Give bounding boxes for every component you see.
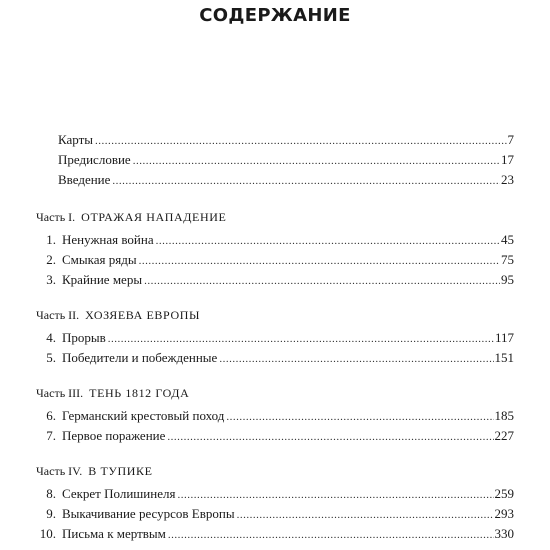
part-title: ТЕНЬ 1812 ГОДА	[89, 386, 190, 400]
toc-entry-maps[interactable]	[0, 130, 550, 150]
toc-entry-chapter-7[interactable]	[0, 426, 550, 446]
chapter-number: 6.	[46, 408, 56, 423]
chapter-number: 9.	[46, 506, 56, 521]
toc-entry-chapter-9[interactable]	[0, 504, 550, 524]
entry-label: Первое поражение	[62, 428, 166, 443]
entry-label: Прорыв	[62, 330, 106, 345]
dot-leader	[108, 329, 494, 349]
page-title: СОДЕРЖАНИЕ	[199, 5, 351, 26]
chapter-number: 10.	[39, 526, 56, 541]
part-title: В ТУПИКЕ	[88, 464, 153, 478]
dot-leader	[167, 427, 493, 447]
part-number: Часть I.	[36, 210, 76, 224]
entry-label: Карты	[58, 132, 94, 147]
chapter-number: 4.	[46, 330, 56, 345]
part-number: Часть IV.	[36, 464, 83, 478]
part-heading-1[interactable]	[36, 207, 226, 227]
chapter-number: 5.	[46, 350, 56, 365]
entry-page-number: 45	[501, 232, 514, 247]
dot-leader	[144, 271, 500, 291]
entry-page-number: 117	[494, 330, 514, 345]
chapter-number: 8.	[46, 486, 56, 501]
dot-leader	[226, 407, 493, 427]
toc-entry-chapter-4[interactable]	[0, 328, 550, 348]
part-number: Часть II.	[36, 308, 80, 322]
entry-page-number: 23	[501, 172, 514, 187]
entry-label: Победители и побежденные	[62, 350, 218, 365]
part-title: ОТРАЖАЯ НАПАДЕНИЕ	[81, 210, 227, 224]
entry-page-number: 185	[494, 408, 514, 423]
entry-page-number: 17	[501, 152, 514, 167]
toc-entry-chapter-2[interactable]	[0, 250, 550, 270]
dot-leader	[219, 349, 493, 369]
chapter-number: 7.	[46, 428, 56, 443]
dot-leader	[177, 485, 493, 505]
toc-entry-chapter-8[interactable]	[0, 484, 550, 504]
toc-entry-chapter-1[interactable]	[0, 230, 550, 250]
toc-entry-chapter-3[interactable]	[0, 270, 550, 290]
chapter-number: 3.	[46, 272, 56, 287]
toc-entry-chapter-5[interactable]	[0, 348, 550, 368]
entry-page-number: 151	[494, 350, 514, 365]
entry-page-number: 7	[507, 132, 514, 147]
toc-entry-introduction[interactable]	[0, 170, 550, 190]
part-number: Часть III.	[36, 386, 84, 400]
dot-leader	[133, 151, 500, 171]
chapter-number: 2.	[46, 252, 56, 267]
dot-leader	[112, 171, 500, 191]
entry-label: Крайние меры	[62, 272, 143, 287]
part-title: ХОЗЯЕВА ЕВРОПЫ	[85, 308, 201, 322]
toc-entry-chapter-6[interactable]	[0, 406, 550, 426]
entry-page-number: 75	[501, 252, 514, 267]
dot-leader	[168, 525, 494, 545]
entry-label: Германский крестовый поход	[62, 408, 225, 423]
entry-label: Предисловие	[58, 152, 131, 167]
entry-label: Секрет Полишинеля	[62, 486, 176, 501]
entry-page-number: 227	[494, 428, 514, 443]
toc-entry-preface[interactable]	[0, 150, 550, 170]
entry-label: Письма к мертвым	[62, 526, 166, 541]
entry-label: Смыкая ряды	[62, 252, 137, 267]
entry-label: Выкачивание ресурсов Европы	[62, 506, 235, 521]
entry-page-number: 259	[494, 486, 514, 501]
dot-leader	[139, 251, 500, 271]
dot-leader	[95, 131, 506, 151]
entry-page-number: 330	[494, 526, 514, 541]
chapter-number: 1.	[46, 232, 56, 247]
dot-leader	[156, 231, 500, 251]
part-heading-2[interactable]	[36, 305, 200, 325]
part-heading-3[interactable]	[36, 383, 189, 403]
entry-label: Ненужная война	[62, 232, 154, 247]
part-heading-4[interactable]	[36, 461, 153, 481]
entry-page-number: 293	[494, 506, 514, 521]
toc-entry-chapter-10[interactable]	[0, 524, 550, 544]
entry-label: Введение	[58, 172, 111, 187]
entry-page-number: 95	[501, 272, 514, 287]
dot-leader	[237, 505, 494, 525]
